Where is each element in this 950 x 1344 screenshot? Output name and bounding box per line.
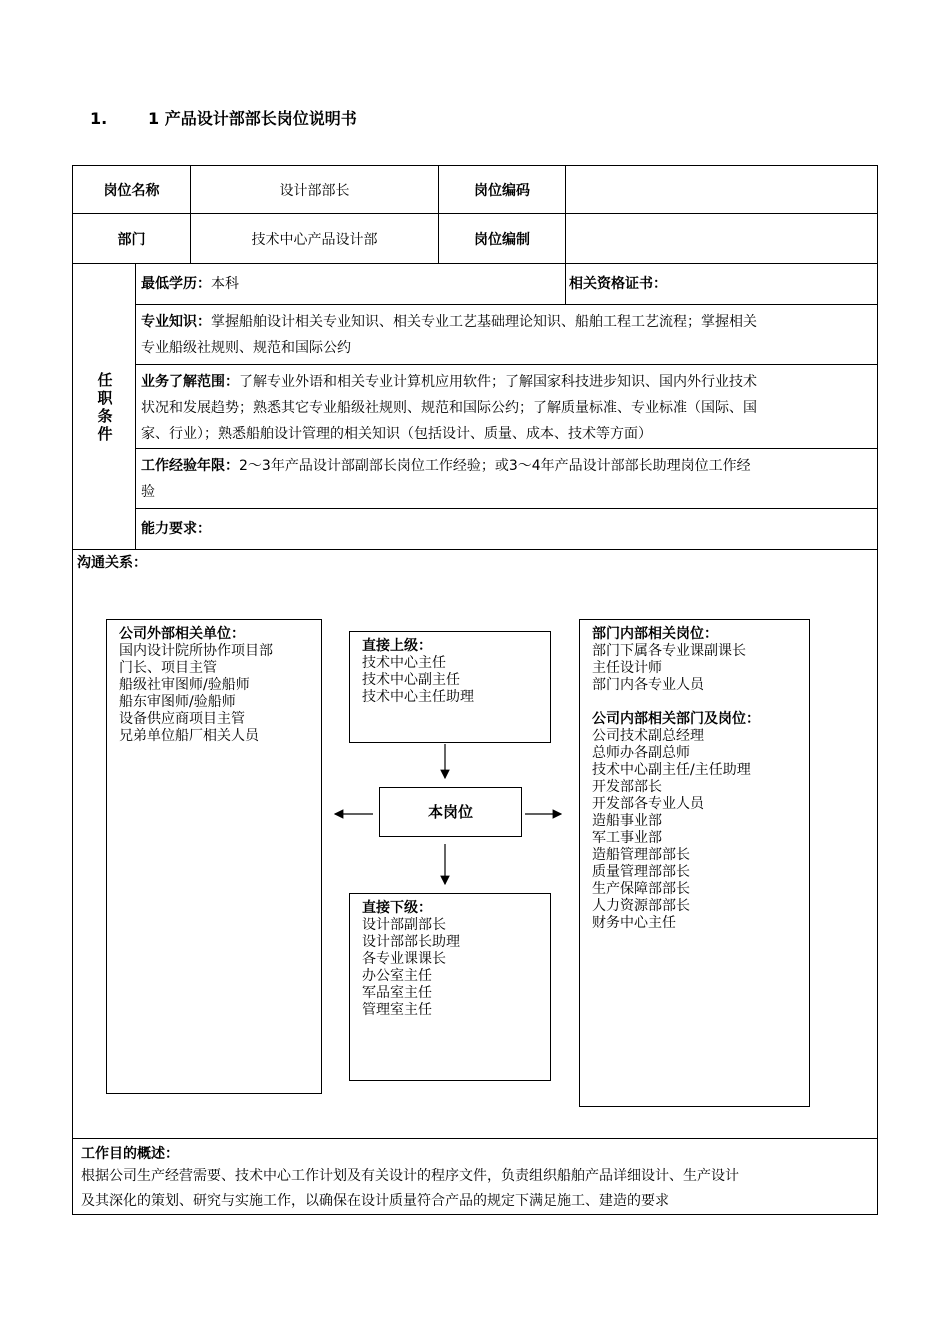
list-item: 设计部副部长 [362, 917, 446, 933]
list-item: 人力资源部部长 [592, 898, 690, 914]
list-item: 门长、项目主管 [119, 660, 217, 676]
list-item: 军品室主任 [362, 985, 432, 1001]
internal-title-2: 公司内部相关部门及岗位： [592, 711, 760, 727]
list-item: 各专业课课长 [362, 951, 446, 967]
list-item: 主任设计师 [592, 660, 662, 676]
job-code-label: 岗位编码 [474, 182, 530, 199]
experience-line1: 2～3年产品设计部副部长岗位工作经验；或3～4年产品设计部部长助理岗位工作经 [239, 458, 751, 474]
experience-line2: 验 [141, 484, 155, 500]
superior-title: 直接上级： [362, 638, 432, 654]
ability-label: 能力要求： [141, 521, 211, 537]
list-item: 部门内各专业人员 [592, 677, 704, 693]
list-item: 国内设计院所协作项目部 [119, 643, 273, 659]
knowledge-line2: 专业船级社规则、规范和国际公约 [141, 340, 351, 356]
list-item: 公司技术副总经理 [592, 728, 704, 744]
list-item: 船东审图师/验船师 [119, 694, 236, 710]
scope-line2: 状况和发展趋势；熟悉其它专业船级社规则、规范和国际公约；了解质量标准、专业标准（国际、国 [141, 400, 757, 416]
list-item: 技术中心主任助理 [362, 689, 474, 705]
certificate-label: 相关资格证书： [569, 276, 667, 292]
requirements-section-label: 任职条件 [97, 371, 113, 443]
section-heading [90, 106, 357, 129]
list-item: 办公室主任 [362, 968, 432, 984]
list-item: 生产保障部部长 [592, 881, 690, 897]
list-item: 开发部部长 [592, 779, 662, 795]
list-item: 造船事业部 [592, 813, 662, 829]
job-description-table [72, 165, 878, 1215]
department-label: 部门 [117, 231, 146, 248]
relation-arrows [73, 166, 877, 1216]
knowledge-label: 专业知识： [141, 314, 211, 330]
list-item: 设计部部长助理 [362, 934, 460, 950]
list-item: 技术中心副主任 [362, 672, 460, 688]
subordinate-title: 直接下级： [362, 900, 432, 916]
scope-line1: 了解专业外语和相关专业计算机应用软件；了解国家科技进步知识、国内外行业技术 [239, 374, 757, 390]
scope-label: 业务了解范围： [141, 374, 239, 390]
list-item: 造船管理部部长 [592, 847, 690, 863]
external-title: 公司外部相关单位： [119, 626, 245, 642]
list-item: 财务中心主任 [592, 915, 676, 931]
purpose-label: 工作目的概述： [81, 1146, 179, 1162]
scope-line3: 家、行业）；熟悉船舶设计管理的相关知识（包括设计、质量、成本、技术等方面） [141, 426, 652, 442]
list-item: 技术中心副主任/主任助理 [592, 762, 751, 778]
current-position-box: 本岗位 [379, 787, 522, 837]
list-item: 管理室主任 [362, 1002, 432, 1018]
department-value: 技术中心产品设计部 [251, 231, 378, 248]
purpose-text [81, 1164, 739, 1214]
list-item: 技术中心主任 [362, 655, 446, 671]
communication-label: 沟通关系： [77, 555, 147, 571]
list-item: 设备供应商项目主管 [119, 711, 245, 727]
list-item: 兄弟单位船厂相关人员 [119, 728, 259, 744]
purpose-line2: 及其深化的策划、研究与实施工作，以确保在设计质量符合产品的规定下满足施工、建造的要求 [81, 1193, 669, 1209]
list-item: 部门下属各专业课副课长 [592, 643, 746, 659]
experience-label: 工作经验年限： [141, 458, 239, 474]
list-item: 船级社审图师/验船师 [119, 677, 250, 693]
job-name-value: 设计部部长 [279, 182, 350, 199]
heading-title: 1 产品设计部部长岗位说明书 [148, 109, 357, 128]
job-quota-label: 岗位编制 [474, 231, 530, 248]
knowledge-line1: 掌握船舶设计相关专业知识、相关专业工艺基础理论知识、船舶工程工艺流程；掌握相关 [211, 314, 757, 330]
list-item: 总师办各副总师 [592, 745, 690, 761]
education-value: 本科 [211, 276, 239, 292]
list-item: 质量管理部部长 [592, 864, 690, 880]
purpose-line1: 根据公司生产经营需要、技术中心工作计划及有关设计的程序文件，负责组织船舶产品详细设计、生产设计 [81, 1168, 739, 1184]
list-item: 开发部各专业人员 [592, 796, 704, 812]
education-label: 最低学历： [141, 276, 211, 292]
list-item: 军工事业部 [592, 830, 662, 846]
job-name-label: 岗位名称 [103, 182, 160, 199]
heading-number: 1. [90, 109, 108, 128]
internal-title-1: 部门内部相关岗位： [592, 626, 718, 642]
